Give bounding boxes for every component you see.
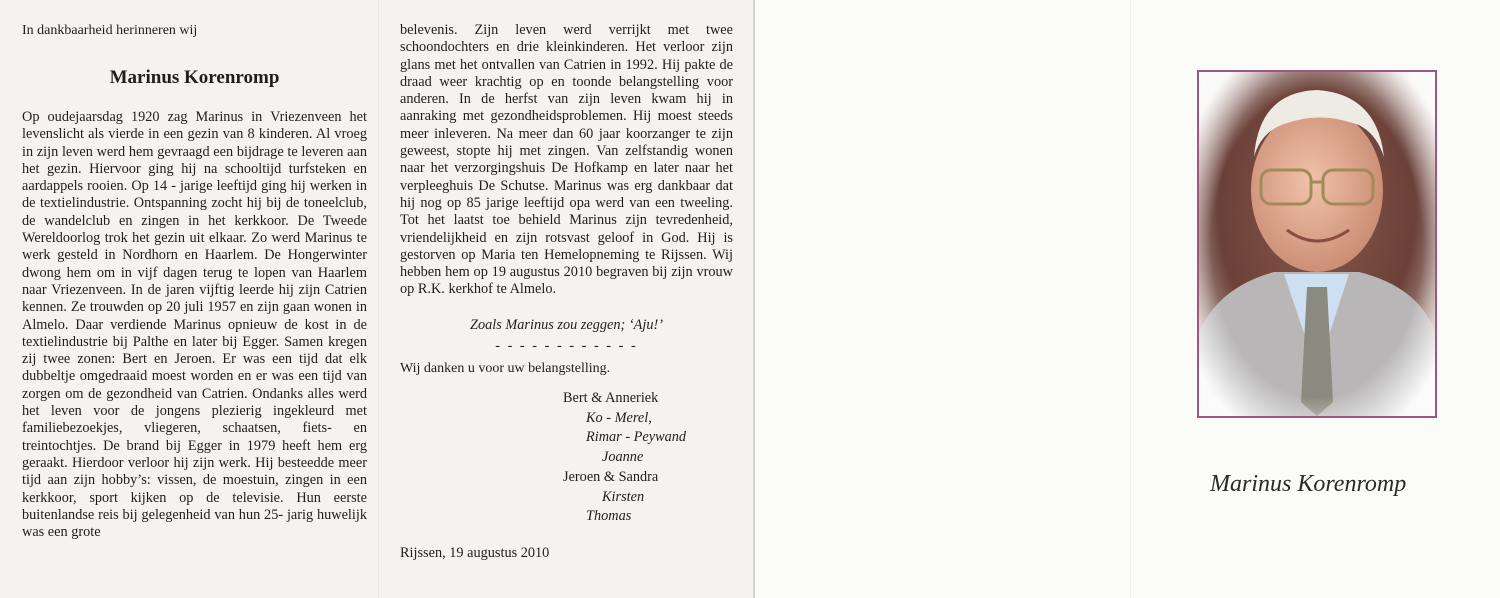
thanks-line: Wij danken u voor uw belangstelling. [400,361,611,377]
life-story-continuation: belevenis. Zijn leven werd verrijkt met twee schoondochters en drie kleinkinderen. Het verloor zijn glans met het ontvallen van Catrien in 1992. Hij pakte de draad weer krachtig op en toonde belangstelling voor anderen. In de herfst van zijn leven kwam hij in aanraking met gezondheidsproblemen. Hij moest steeds meer inleveren. Na meer dan 60 jaar koorzanger te zijn geweest, stopte hij met zingen. Van zelfstandig wonen naar het verzorgingshuis De Hofkamp en later naar het verpleeghuis De Schutse. Marinus was erg dankbaar dat hij nog op 85 jarige leeftijd opa werd van een tweeling. Tot het laatst toe behield Marinus zijn tevredenheid, vriendelijkheid en zijn rotsvast geloof in God. Hij is gestorven op Maria ten Hemelopneming te Rijssen. Wij hebben hem op 19 augustus 2010 begraven bij zijn vrouw op R.K. kerkhof te Almelo. [400,22,733,298]
family-list [563,389,733,527]
cover-name-signature: Marinus Korenromp [1210,471,1407,497]
family-grandchild: Ko - Merel, [586,409,652,426]
deceased-name-heading: Marinus Korenromp [109,67,280,88]
quote-line: Zoals Marinus zou zeggen; ‘Aju!’ [470,316,663,333]
family-parents: Bert & Anneriek [563,390,659,407]
place-date: Rijssen, 19 augustus 2010 [400,544,550,561]
life-story-paragraph: Op oudejaarsdag 1920 zag Marinus in Vriezenveen het levenslicht als vierde in een gezin van 8 kinderen. Al vroeg in zijn leven werd hem gevraagd een bijdrage te leveren aan het gezin. Hiervoor ging hij na schooltijd turfsteken en aardappels rooien. Op 14 - jarige leeftijd ging hij werken in de textielindustrie. Ontspanning zocht hij bij de toneelclub, de wandelclub en zingen in het kerkkoor. De Tweede Wereldoorlog trok het gezin uit elkaar. Zo werd Marinus te werk gesteld in Nordhorn en Haarlem. De Hongerwinter dwong hem om in vijf dagen terug te lopen van Haarlem naar Vriezenveen. In de jaren vijftig leerde hij zijn Catrien kennen. Ze trouwden op 20 juli 1957 en zijn gaan wonen in Almelo. Daar verdiende Marinus opnieuw de kost in de textielindustrie bij Palthe en later bij Egger. Samen kregen zij twee zonen: Bert en Jeroen. Er was een tijd dat elk dubbeltje omgedraaid moest worden en er was een tijd van zorgen om de gezondheid van Catrien. Ondanks alles werd het leven voor de jongens plezierig ingekleurd met familiebezoekjes, vliegeren, schaatsen, fiets- en treintochtjes. De brand bij Egger in 1979 heeft hem erg geraakt. Hierdoor verloor hij zijn werk. Hij besteedde meer tijd aan zijn hobby’s: vissen, de moestuin, zingen in een kerkkoor, sport kijken op de televisie. Hun eerste buitenlandse reis bij gelegenheid van hun 25- jarig huwelijk was een grote [22,109,367,541]
right-text-column [400,22,733,562]
fold-line [378,0,379,598]
portrait-illustration [1199,72,1435,416]
family-grandchild: Thomas [586,508,632,525]
family-grandchild: Kirsten [602,488,645,505]
portrait-photo [1197,70,1437,418]
intro-line: In dankbaarheid herinneren wij [22,23,198,38]
family-grandchild: Joanne [602,449,644,466]
left-text-column [22,22,367,541]
family-grandchild: Rimar - Peywand [586,429,687,446]
separator: - - - - - - - - - - - - [495,338,638,355]
fold-line [753,0,755,598]
family-parents: Jeroen & Sandra [563,468,659,485]
fold-line [1130,0,1131,598]
